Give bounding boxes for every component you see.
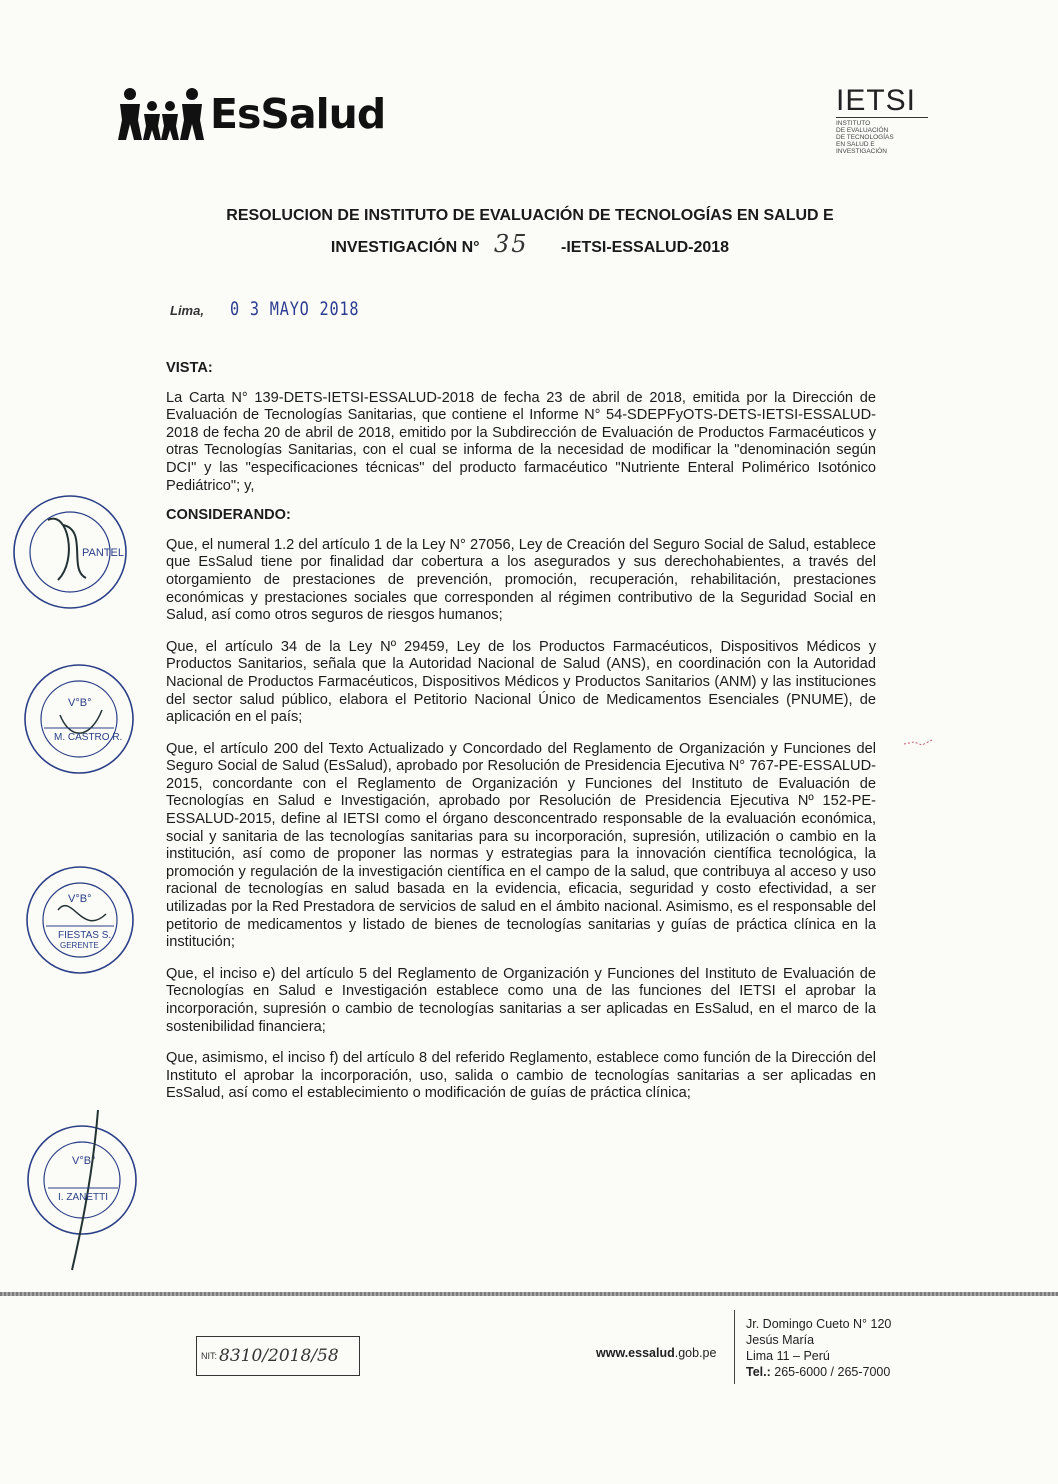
date-city: Lima, — [170, 303, 204, 318]
nit-box — [196, 1336, 360, 1376]
title-line-1: RESOLUCION DE INSTITUTO DE EVALUACIÓN DE TECNOLOGÍAS EN SALUD E — [226, 207, 834, 224]
date-line — [170, 298, 392, 320]
website-bold: www.essalud — [596, 1346, 675, 1360]
footer-divider — [734, 1310, 735, 1384]
phone-value: 265-6000 / 265-7000 — [770, 1365, 891, 1379]
considerando-paragraph: Que, el numeral 1.2 del artículo 1 de la Ley N° 27056, Ley de Creación del Seguro Social de Salud, establece que EsSalud tiene por finalidad dar cobertura a los asegurados y sus derechohabientes, a través del otorgamiento de prestaciones de prevención, promoción, recuperación, rehabilitación, prestaciones económicas y prestaciones sociales que corresponden al régimen contributivo de la Seguridad Social en Salud, así como otros seguros de riesgos humanos; — [166, 536, 876, 624]
resolution-number-handwritten: 35 — [494, 230, 529, 258]
resolution-title — [160, 202, 900, 262]
phone-label: Tel.: — [746, 1365, 771, 1379]
considerando-paragraph: Que, el artículo 34 de la Ley Nº 29459, Ley de los Productos Farmacéuticos, Dispositivos Médicos y Productos Sanitarios, señala que la Autoridad Nacional de Salud (ANS), en coordinación con la Autoridad Nacional de Productos Farmacéuticos, Dispositivos Médicos y Productos Sanitarios (ANM) y las instituciones del sector salud público, elabora el Petitorio Nacional Único de Medicamentos Esenciales (PNUME), de aplicación en el país; — [166, 638, 876, 726]
ietsi-subtitle-line: DE TECNOLOGÍAS — [836, 134, 894, 141]
stamp-vobo: V°B° — [68, 697, 92, 709]
ietsi-subtitle — [836, 120, 928, 155]
address-line: Jr. Domingo Cueto N° 120 — [746, 1317, 892, 1331]
vista-heading: VISTA: — [166, 360, 213, 376]
logo-text: EsSalud — [210, 90, 386, 138]
address-line: Lima 11 – Perú — [746, 1349, 830, 1363]
document-body — [166, 360, 876, 1117]
nit-value: 8310/2018/58 — [219, 1346, 339, 1366]
address-block — [746, 1316, 891, 1380]
considerando-heading: CONSIDERANDO: — [166, 507, 291, 524]
date-stamp: 0 3 MAYO 2018 — [229, 298, 360, 320]
stamp-label: PANTEL — [82, 547, 124, 559]
approval-stamp-zanetti — [24, 1110, 144, 1280]
website-link[interactable] — [596, 1346, 716, 1360]
stamp-name: FIESTAS S. — [58, 930, 112, 941]
stamp-role: GERENTE — [60, 941, 99, 950]
footer-rule — [0, 1292, 1058, 1296]
nit-label: NIT: — [201, 1351, 218, 1361]
approval-stamp-pantel — [8, 490, 132, 614]
essalud-logo — [118, 84, 385, 144]
website-rest: .gob.pe — [674, 1346, 717, 1360]
ietsi-subtitle-line: EN SALUD E — [836, 141, 875, 148]
vista-paragraph: La Carta N° 139-DETS-IETSI-ESSALUD-2018 de fecha 23 de abril de 2018, emitida por la Dirección de Evaluación de Tecnologías Sanitarias, que contiene el Informe N° 54-SDEPFyOTS-DETS-IETSI-ESSALUD-2018 de fecha 20 de abril de 2018, emitido por la Subdirección de Evaluación de Productos Farmacéuticos y otras Tecnologías Sanitarias, con el cual se informa de la necesidad de modificar la "denominación según DCI" y las "especificaciones técnicas" del producto farmacéutico "Nutriente Enteral Polimérico Isotónico Pediátrico"; y, — [166, 389, 876, 494]
family-figures-icon — [118, 86, 204, 142]
ietsi-subtitle-line: INVESTIGACIÓN — [836, 148, 887, 155]
ink-mark — [904, 736, 936, 748]
stamp-vobo: V°B° — [68, 893, 92, 905]
considerando-paragraph: Que, el inciso e) del artículo 5 del Reglamento de Organización y Funciones del Instituto de Evaluación de Tecnologías en Salud e Investigación establece como una de las funciones del IETSI el aprobar la incorporación, supresión o cambio de tecnologías sanitarias a ser aplicadas en EsSalud, en el marco de la sostenibilidad financiera; — [166, 965, 876, 1035]
stamp-name: M. CASTRO R. — [54, 732, 123, 743]
phone-line — [746, 1364, 891, 1380]
title-line-2 — [160, 230, 900, 262]
title-suffix: -IETSI-ESSALUD-2018 — [561, 239, 730, 256]
considerando-paragraph: Que, asimismo, el inciso f) del artículo 8 del referido Reglamento, establece como función de la Dirección del Instituto el aprobar la incorporación, uso, salida o cambio de tecnologías sanitarias a ser aplicadas en EsSalud, así como el establecimiento o modificación de guías de práctica clínica; — [166, 1050, 876, 1102]
ietsi-title: IETSI — [836, 86, 928, 118]
ietsi-subtitle-line: DE EVALUACIÓN — [836, 127, 889, 134]
approval-stamp-fiestas — [22, 862, 138, 978]
stamp-vobo: V°B° — [72, 1155, 96, 1167]
ietsi-subtitle-line: INSTITUTO — [836, 120, 871, 127]
approval-stamp-castro — [20, 660, 138, 778]
ietsi-logo — [836, 86, 928, 155]
considerando-paragraph: Que, el artículo 200 del Texto Actualizado y Concordado del Reglamento de Organización y Funciones del Seguro Social de Salud (EsSalud), aprobado por Resolución de Presidencia Ejecutiva N° 767-PE-ESSALUD-2015, concordante con el Reglamento de Organización y Funciones del Instituto de Evaluación de Tecnologías en Salud e Investigación, aprobado por Resolución de Presidencia Ejecutiva Nº 152-PE-ESSALUD-2015, define al IETSI como el órgano desconcentrado responsable de la evaluación económica, social y sanitaria de las tecnologías sanitarias para su incorporación, supresión, utilización o cambio en la institución, así como de proponer las normas y estrategias para la innovación científica tecnológica, la promoción y regulación de la investigación científica en el campo de la salud, que contribuya al acceso y uso racional de tecnologías en salud basada en la evidencia, eficacia, seguridad y costo efectividad, a ser utilizadas por la Red Prestadora de servicios de salud en el ámbito nacional. Asimismo, es el responsable del petitorio de medicamentos y listado de bienes de tecnologías sanitarias y guías de práctica clínica en la institución; — [166, 740, 876, 951]
title-prefix: INVESTIGACIÓN N° — [330, 239, 480, 256]
address-line: Jesús María — [746, 1333, 815, 1347]
stamp-name: I. ZANETTI — [58, 1192, 108, 1203]
